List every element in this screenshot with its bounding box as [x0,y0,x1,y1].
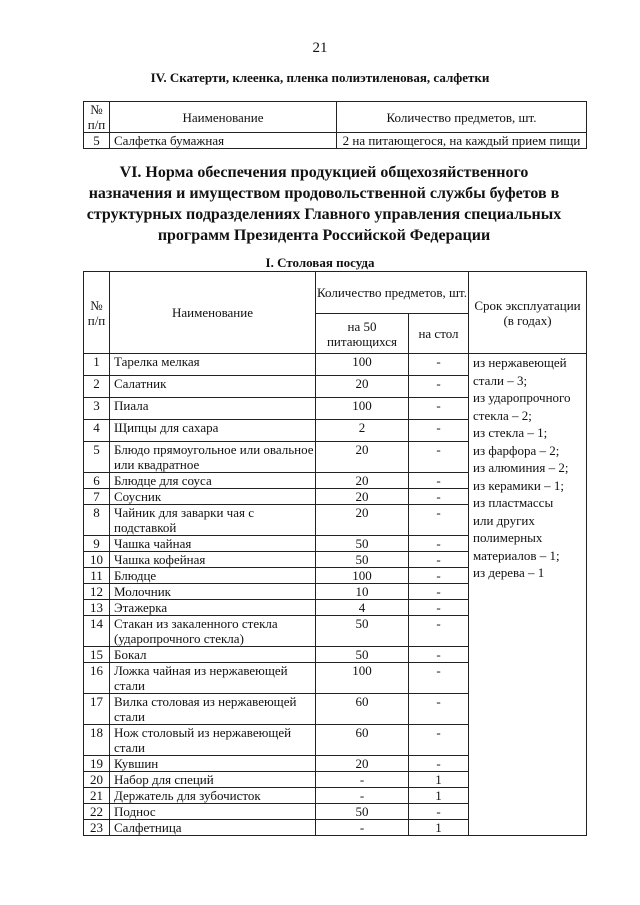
col-header-quantity: Количество предметов, шт. [337,102,587,133]
row-per-50: 20 [316,473,409,489]
row-per-table: - [409,398,469,420]
lifetime-line: полимерных [473,530,543,545]
row-per-50: 100 [316,398,409,420]
row-per-50: 50 [316,804,409,820]
row-per-50: 50 [316,552,409,568]
row-name: Вилка столовая из нержавеющей стали [110,694,316,725]
napkin-table-header-row [84,102,587,133]
row-name: Салфетница [110,820,316,836]
lifetime-line: из дерева – 1 [473,565,545,580]
row-per-table: - [409,536,469,552]
lifetime-line: из стекла – 1; [473,425,548,440]
row-num: 12 [84,584,110,600]
row-per-50: 50 [316,616,409,647]
col-header-quantity-group: Количество предметов, шт. [316,272,469,314]
row-name: Бокал [110,647,316,663]
row-per-table: - [409,584,469,600]
row-name: Чашка кофейная [110,552,316,568]
row-per-50: 4 [316,600,409,616]
row-name: Держатель для зубочисток [110,788,316,804]
row-per-50: 20 [316,376,409,398]
row-per-table: - [409,376,469,398]
row-per-50: 20 [316,442,409,473]
row-per-50: 60 [316,694,409,725]
row-per-50: 60 [316,725,409,756]
row-num: 17 [84,694,110,725]
row-per-table: - [409,505,469,536]
row-per-table: - [409,489,469,505]
col-header-num: № п/п [84,272,110,354]
row-num: 19 [84,756,110,772]
row-num: 1 [84,354,110,376]
row-name: Блюдце для соуса [110,473,316,489]
row-per-50: 100 [316,354,409,376]
col-header-num: № п/п [84,102,110,133]
row-per-table: - [409,552,469,568]
row-quantity: 2 на питающегося, на каждый прием пищи [337,133,587,149]
subsection-tableware-heading: I. Столовая посуда [265,255,375,270]
row-per-50: 100 [316,568,409,584]
row-num: 3 [84,398,110,420]
lifetime-line: из фарфора – 2; [473,442,560,458]
tableware-table [83,271,587,836]
lifetime-line: из ударопрочного [473,390,571,405]
lifetime-line: или других [473,512,535,528]
lifetime-line: стали – 3; [473,372,528,388]
row-name: Чашка чайная [110,536,316,552]
row-name: Пиала [110,398,316,420]
tableware-header-row-1 [84,272,587,314]
row-num: 5 [84,133,110,149]
row-name: Щипцы для сахара [110,420,316,442]
row-per-table: - [409,694,469,725]
row-per-50: 20 [316,505,409,536]
row-name: Чайник для заварки чая с подставкой [110,505,316,536]
row-per-table: - [409,725,469,756]
section-iv-heading: IV. Скатерти, клеенка, пленка полиэтиленовая, салфетки [150,70,490,85]
row-per-table: - [409,600,469,616]
row-name: Ложка чайная из нержавеющей стали [110,663,316,694]
napkin-table [83,101,587,149]
row-num: 20 [84,772,110,788]
row-per-table: 1 [409,820,469,836]
row-per-table: - [409,442,469,473]
lifetime-cell [469,354,587,836]
row-name: Молочник [110,584,316,600]
row-per-50: - [316,820,409,836]
row-num: 13 [84,600,110,616]
row-per-table: - [409,616,469,647]
row-per-table: 1 [409,788,469,804]
row-name: Поднос [110,804,316,820]
row-num: 4 [84,420,110,442]
row-per-table: - [409,663,469,694]
row-per-50: 20 [316,756,409,772]
lifetime-line: стекла – 2; [473,407,532,423]
lifetime-line: из пластмассы [473,495,554,510]
row-num: 14 [84,616,110,647]
lifetime-line: материалов – 1; [473,547,560,563]
row-per-table: 1 [409,772,469,788]
row-per-50: 10 [316,584,409,600]
col-header-name: Наименование [110,272,316,354]
row-num: 16 [84,663,110,694]
row-name: Тарелка мелкая [110,354,316,376]
row-num: 21 [84,788,110,804]
row-num: 11 [84,568,110,584]
row-per-50: - [316,772,409,788]
col-header-per-table: на стол [409,314,469,354]
row-num: 5 [84,442,110,473]
table-row [84,133,587,149]
col-header-per-50: на 50 питающихся [316,314,409,354]
row-name: Набор для специй [110,772,316,788]
row-name: Этажерка [110,600,316,616]
row-num: 15 [84,647,110,663]
row-num: 7 [84,489,110,505]
row-name: Соусник [110,489,316,505]
row-num: 18 [84,725,110,756]
row-per-table: - [409,568,469,584]
col-header-lifetime: Срок эксплуатации (в годах) [469,272,587,354]
lifetime-line: из керамики – 1; [473,477,564,493]
row-num: 10 [84,552,110,568]
row-per-table: - [409,756,469,772]
row-per-table: - [409,804,469,820]
row-per-50: 50 [316,536,409,552]
row-per-table: - [409,420,469,442]
row-per-table: - [409,473,469,489]
row-name: Стакан из закаленного стекла (ударопрочного стекла) [110,616,316,647]
row-num: 22 [84,804,110,820]
row-name: Салатник [110,376,316,398]
row-name: Блюдо прямоугольное или овальное или квадратное [110,442,316,473]
row-num: 2 [84,376,110,398]
row-num: 23 [84,820,110,836]
row-num: 8 [84,505,110,536]
lifetime-line: из алюминия – 2; [473,460,569,475]
row-per-50: 20 [316,489,409,505]
row-name: Салфетка бумажная [110,133,337,149]
row-name: Кувшин [110,756,316,772]
table-row [84,354,587,376]
row-per-50: 100 [316,663,409,694]
row-name: Блюдце [110,568,316,584]
row-per-50: - [316,788,409,804]
row-num: 9 [84,536,110,552]
lifetime-line: из нержавеющей [473,355,567,370]
row-per-50: 50 [316,647,409,663]
row-num: 6 [84,473,110,489]
row-per-50: 2 [316,420,409,442]
row-per-table: - [409,354,469,376]
row-name: Нож столовый из нержавеющей стали [110,725,316,756]
col-header-name: Наименование [110,102,337,133]
row-per-table: - [409,647,469,663]
page-number: 21 [312,40,328,56]
section-vi-title: VI. Норма обеспечения продукцией общехозяйственного назначения и имуществом продовольственной службы буфетов в структурных подразделениях Главного управления специальных программ Президента Российской Федерации [86,164,562,244]
